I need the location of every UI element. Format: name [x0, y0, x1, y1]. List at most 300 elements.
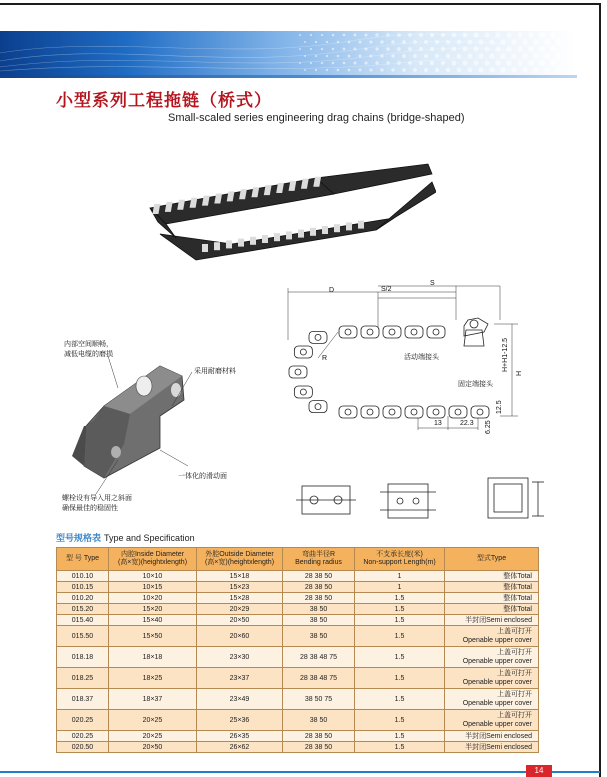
- banner-dot: [463, 47, 468, 52]
- chain-slot: [322, 226, 328, 234]
- banner-dot: [326, 69, 328, 71]
- banner-dot: [463, 33, 468, 38]
- style-line: 上盖可打开: [497, 649, 532, 656]
- banner-dot: [348, 55, 351, 58]
- drawing-pin: [411, 409, 417, 415]
- banner-dot: [386, 61, 389, 64]
- banner-dot: [337, 41, 340, 44]
- drawing-pin: [295, 369, 301, 375]
- banner-dot: [544, 39, 550, 45]
- column-header-line: 外腔Outside Diameter: [205, 551, 274, 558]
- banner-dot: [310, 62, 312, 64]
- style-line: 整体Total: [503, 572, 532, 580]
- banner-dot: [468, 54, 473, 59]
- banner-dot: [539, 32, 545, 38]
- banner-dot: [299, 48, 301, 50]
- table-cell-outside: 23×49: [197, 689, 283, 710]
- spec-heading-cn: 型号规格表: [56, 534, 102, 544]
- banner-dot: [332, 48, 335, 51]
- column-header-line: 不支承长度(米): [376, 551, 423, 558]
- page-frame-right: [599, 3, 601, 777]
- banner-dot: [452, 47, 457, 52]
- drawing-pin: [455, 409, 461, 415]
- table-cell-outside: 23×30: [197, 647, 283, 668]
- table-cell-outside: 26×62: [197, 742, 283, 753]
- banner-dot: [517, 32, 523, 38]
- table-cell-inside: 18×18: [109, 647, 197, 668]
- banner-dot: [511, 67, 516, 72]
- table-cell-style: [445, 626, 539, 647]
- banner-dot: [380, 40, 383, 43]
- banner-dot: [435, 54, 439, 58]
- banner-dot: [484, 32, 489, 37]
- chain-slot: [214, 242, 220, 250]
- banner-dot: [457, 54, 462, 59]
- banner-dot: [375, 33, 378, 36]
- banner-dot: [555, 67, 561, 73]
- table-cell-inside: 15×40: [109, 615, 197, 626]
- banner-dot: [359, 55, 362, 58]
- table-cell-outside: 15×18: [197, 571, 283, 582]
- style-line: 整体Total: [503, 605, 532, 613]
- chain-slot: [346, 222, 352, 230]
- table-cell-type: 015.40: [57, 615, 109, 626]
- table-cell-length: 1.5: [355, 731, 445, 742]
- banner-dot: [500, 39, 505, 44]
- banner-dot: [555, 53, 561, 59]
- drawing-pin: [300, 389, 306, 395]
- table-cell-outside: 15×28: [197, 593, 283, 604]
- table-header-row: [57, 548, 539, 571]
- column-header-line: 弯曲半径R: [301, 551, 336, 558]
- table-cell-style: [445, 647, 539, 668]
- banner-dot: [332, 62, 335, 65]
- style-line: 整体Total: [503, 583, 532, 591]
- banner-dot: [452, 61, 457, 66]
- drawing-pin: [367, 329, 373, 335]
- banner-dot: [517, 46, 523, 52]
- table-cell-outside: 25×36: [197, 710, 283, 731]
- table-cell-radius: 28 38 50: [283, 593, 355, 604]
- banner-dot: [528, 32, 534, 38]
- table-cell-inside: 18×25: [109, 668, 197, 689]
- table-cell-radius: 38 50 75: [283, 689, 355, 710]
- table-cell-type: 015.50: [57, 626, 109, 647]
- column-header-line: (高×宽)(heightxlength): [117, 559, 188, 566]
- banner-dot: [544, 67, 550, 73]
- banner-dot: [441, 47, 445, 51]
- banner-dot: [402, 68, 406, 72]
- dim-h: H: [516, 370, 523, 376]
- banner-dot: [495, 32, 500, 37]
- banner-dot: [380, 54, 383, 57]
- table-cell-type: 018.18: [57, 647, 109, 668]
- table-cell-type: 010.20: [57, 593, 109, 604]
- table-cell-inside: 15×20: [109, 604, 197, 615]
- banner-dot: [304, 55, 306, 57]
- banner-dot: [299, 62, 301, 64]
- banner-dot: [479, 54, 484, 59]
- style-line: 上盖可打开: [497, 691, 532, 698]
- table-cell-inside: 20×50: [109, 742, 197, 753]
- table-cell-type: 018.25: [57, 668, 109, 689]
- table-row: [57, 710, 539, 731]
- banner-dot: [364, 61, 367, 64]
- drawing-pin: [389, 409, 395, 415]
- page-subtitle: Small-scaled series engineering drag chains (bridge-shaped): [168, 112, 465, 124]
- banner-dot: [539, 60, 545, 66]
- banner-dot: [369, 40, 372, 43]
- table-cell-type: 010.15: [57, 582, 109, 593]
- banner-dot: [495, 60, 500, 65]
- dim-d: D: [329, 287, 335, 294]
- chain-slot: [310, 228, 316, 236]
- table-cell-type: 015.20: [57, 604, 109, 615]
- table-row: [57, 593, 539, 604]
- spec-table: [56, 547, 539, 753]
- table-cell-inside: 20×25: [109, 710, 197, 731]
- banner-dot: [489, 39, 494, 44]
- style-line: Openable upper cover: [462, 658, 532, 665]
- table-row: [57, 647, 539, 668]
- banner-dot: [354, 48, 357, 51]
- table-cell-radius: 38 50: [283, 604, 355, 615]
- banner-dot: [474, 47, 479, 52]
- dim-h-formula: H+H1-12.5: [502, 337, 509, 372]
- banner-dot: [321, 34, 323, 36]
- banner-dot: [348, 69, 351, 72]
- banner-dot: [500, 53, 505, 58]
- dim-s-half: S/2: [381, 286, 392, 293]
- column-header: [57, 548, 109, 571]
- chain-slot: [334, 224, 340, 232]
- banner-dot: [539, 46, 545, 52]
- table-cell-style: [445, 742, 539, 753]
- banner-dot: [343, 62, 346, 65]
- column-header-line: Non-support Length(m): [363, 559, 436, 566]
- banner-dot: [511, 53, 516, 58]
- table-cell-length: 1.5: [355, 626, 445, 647]
- banner-dot: [468, 40, 473, 45]
- table-row: [57, 668, 539, 689]
- banner-dot: [446, 54, 450, 58]
- table-cell-outside: 23×37: [197, 668, 283, 689]
- table-row: [57, 604, 539, 615]
- banner-dot: [315, 55, 317, 57]
- banner-dot: [413, 68, 417, 72]
- banner-dot: [550, 46, 556, 52]
- dim-13: 13: [434, 420, 442, 427]
- style-line: 上盖可打开: [497, 712, 532, 719]
- callout-material: 采用耐磨材料: [194, 367, 236, 375]
- style-line: Openable upper cover: [462, 637, 532, 644]
- banner-dot: [364, 33, 367, 36]
- chain-slot: [226, 240, 232, 248]
- banner-dot: [343, 34, 346, 37]
- banner-dot: [391, 40, 394, 43]
- dim-s: S: [430, 280, 435, 287]
- table-cell-outside: 15×23: [197, 582, 283, 593]
- banner-dot: [457, 40, 462, 45]
- table-cell-radius: 28 38 50: [283, 742, 355, 753]
- callout-bolt: 螺栓设有导入用之斜面 确保最佳的稳固性: [62, 494, 132, 512]
- banner-dot: [310, 48, 312, 50]
- chain-slot: [358, 221, 364, 229]
- banner-dot: [446, 40, 450, 44]
- banner-dot: [528, 46, 534, 52]
- banner-dot: [397, 61, 401, 65]
- style-line: 半封闭Semi enclosed: [465, 732, 532, 740]
- banner-dot: [413, 54, 417, 58]
- banner-dot: [402, 40, 406, 44]
- table-cell-outside: 20×60: [197, 626, 283, 647]
- column-header: [197, 548, 283, 571]
- table-cell-outside: 20×50: [197, 615, 283, 626]
- banner-dot: [528, 60, 534, 66]
- drawing-pin: [433, 409, 439, 415]
- cross-section-drawings: [292, 476, 554, 526]
- table-cell-outside: 26×35: [197, 731, 283, 742]
- column-header-line: (高×宽)(heightxlength): [204, 559, 275, 566]
- table-cell-style: [445, 710, 539, 731]
- table-cell-style: [445, 582, 539, 593]
- dim-6-25: 6.25: [485, 420, 492, 434]
- column-header: [355, 548, 445, 571]
- banner-dot: [321, 48, 323, 50]
- style-line: Openable upper cover: [462, 679, 532, 686]
- table-cell-length: 1.5: [355, 668, 445, 689]
- callout-slide: 一体化的滑动面: [178, 472, 227, 480]
- column-header-line: 型式Type: [476, 555, 507, 562]
- drawing-pin: [345, 409, 351, 415]
- table-row: [57, 571, 539, 582]
- chain-slot: [262, 235, 268, 243]
- banner-dot: [408, 61, 412, 65]
- table-cell-style: [445, 668, 539, 689]
- banner-dot: [446, 68, 450, 72]
- banner-dot: [430, 47, 434, 51]
- drawing-pin: [315, 404, 321, 410]
- banner-dot: [326, 41, 328, 43]
- table-cell-type: 010.10: [57, 571, 109, 582]
- banner-dot: [337, 55, 340, 58]
- banner-dot: [517, 60, 523, 66]
- table-row: [57, 582, 539, 593]
- banner-dot: [457, 68, 462, 73]
- banner-dot: [402, 54, 406, 58]
- banner-dot: [397, 47, 401, 51]
- table-row: [57, 689, 539, 710]
- banner-dot: [506, 46, 511, 51]
- table-cell-radius: 38 50: [283, 710, 355, 731]
- column-header-line: Bending radius: [295, 559, 342, 566]
- drag-chain-photo: [136, 160, 436, 270]
- banner-dot: [441, 33, 445, 37]
- table-row: [57, 742, 539, 753]
- footer-line: [0, 771, 600, 773]
- table-row: [57, 731, 539, 742]
- label-movable-end: 活动端接头: [404, 353, 439, 361]
- table-cell-radius: 38 50: [283, 626, 355, 647]
- banner-dot: [550, 32, 556, 38]
- style-line: Openable upper cover: [462, 700, 532, 707]
- banner-dot: [511, 39, 516, 44]
- banner-dot: [299, 34, 301, 36]
- table-cell-length: 1.5: [355, 742, 445, 753]
- banner-dot: [452, 33, 457, 38]
- banner-dot: [424, 68, 428, 72]
- table-cell-style: [445, 571, 539, 582]
- banner-dot: [408, 47, 412, 51]
- page-title: 小型系列工程拖链（桥式）: [56, 91, 272, 111]
- banner-dot: [479, 68, 484, 73]
- banner-dot: [463, 61, 468, 66]
- chain-slot: [286, 231, 292, 239]
- banner-dot: [369, 68, 372, 71]
- banner-dot: [533, 53, 539, 59]
- table-cell-radius: 28 38 50: [283, 571, 355, 582]
- banner-dot: [359, 41, 362, 44]
- drawing-pin: [367, 409, 373, 415]
- label-fixed-end: 固定端接头: [458, 380, 493, 388]
- column-header: [109, 548, 197, 571]
- table-cell-radius: 28 38 50: [283, 582, 355, 593]
- banner-dot: [555, 39, 561, 45]
- banner-dot: [489, 67, 494, 72]
- table-body: [57, 571, 539, 753]
- table-cell-inside: 10×15: [109, 582, 197, 593]
- table-cell-inside: 20×25: [109, 731, 197, 742]
- table-row: [57, 615, 539, 626]
- banner-dot: [506, 60, 511, 65]
- style-line: 半封闭Semi enclosed: [465, 743, 532, 751]
- banner-dot: [354, 62, 357, 65]
- table-cell-length: 1.5: [355, 604, 445, 615]
- banner-dot: [474, 61, 479, 66]
- spec-heading: [56, 531, 195, 544]
- banner-dot: [484, 60, 489, 65]
- banner-dot: [522, 53, 528, 59]
- banner-dot: [468, 68, 473, 73]
- banner-dot: [391, 68, 394, 71]
- dim-22-3: 22.3: [460, 420, 474, 427]
- column-header-line: 型 号 Type: [65, 555, 100, 562]
- table-cell-style: [445, 731, 539, 742]
- banner-dot: [435, 68, 439, 72]
- header-banner: [0, 31, 577, 77]
- banner-dot: [533, 39, 539, 45]
- chain-slot: [238, 239, 244, 247]
- banner-dot: [326, 55, 328, 57]
- banner-dot: [522, 39, 528, 45]
- dim-r: R: [322, 355, 328, 362]
- banner-dot: [386, 47, 389, 50]
- banner-dot: [424, 54, 428, 58]
- table-cell-inside: 10×10: [109, 571, 197, 582]
- callout-space: 内部空间顺畅， 减低电缆的磨损: [64, 340, 113, 358]
- drawing-pin: [300, 349, 306, 355]
- table-cell-style: [445, 689, 539, 710]
- banner-dot: [413, 40, 417, 44]
- page-frame-top: [0, 3, 600, 5]
- banner-dot: [419, 33, 423, 37]
- banner-dot: [380, 68, 383, 71]
- table-cell-length: 1.5: [355, 710, 445, 731]
- banner-dot: [441, 61, 445, 65]
- banner-dot: [544, 53, 550, 59]
- banner-dot: [435, 40, 439, 44]
- banner-dot: [522, 67, 528, 73]
- table-cell-inside: 15×50: [109, 626, 197, 647]
- style-line: 半封闭Semi enclosed: [465, 616, 532, 624]
- table-cell-length: 1: [355, 571, 445, 582]
- banner-dot: [364, 47, 367, 50]
- banner-dot: [369, 54, 372, 57]
- table-cell-type: 020.25: [57, 731, 109, 742]
- banner-dot: [495, 46, 500, 51]
- style-line: 上盖可打开: [497, 670, 532, 677]
- banner-edge: [0, 75, 577, 78]
- banner-dot: [337, 69, 340, 72]
- table-cell-radius: 38 50: [283, 615, 355, 626]
- drawing-pin: [411, 329, 417, 335]
- column-header-line: 内腔Inside Diameter: [120, 551, 185, 558]
- style-line: Openable upper cover: [462, 721, 532, 728]
- column-header: [445, 548, 539, 571]
- banner-dot: [484, 46, 489, 51]
- drawing-pin: [389, 329, 395, 335]
- banner-dot: [500, 67, 505, 72]
- banner-dot: [550, 60, 556, 66]
- banner-dot: [348, 41, 351, 44]
- table-cell-radius: 28 38 48 75: [283, 668, 355, 689]
- banner-dot: [474, 33, 479, 38]
- table-cell-radius: 28 38 48 75: [283, 647, 355, 668]
- column-header: [283, 548, 355, 571]
- chain-slot: [274, 233, 280, 241]
- banner-dot: [315, 69, 317, 71]
- banner-dot: [419, 47, 423, 51]
- banner-dot: [304, 41, 306, 43]
- banner-dot: [343, 48, 346, 51]
- banner-dot: [391, 54, 394, 57]
- dim-12-5: 12.5: [496, 400, 503, 414]
- chain-slot: [298, 230, 304, 238]
- banner-decoration: [0, 31, 577, 77]
- style-line: 整体Total: [503, 594, 532, 602]
- banner-dot: [397, 33, 401, 37]
- spec-heading-en: Type and Specification: [104, 533, 195, 543]
- table-cell-length: 1.5: [355, 593, 445, 604]
- banner-dot: [315, 41, 317, 43]
- banner-dot: [354, 34, 357, 37]
- table-cell-style: [445, 593, 539, 604]
- banner-dot: [321, 62, 323, 64]
- banner-dot: [430, 33, 434, 37]
- chain-slot: [250, 237, 256, 245]
- drawing-pin: [433, 329, 439, 335]
- banner-dot: [419, 61, 423, 65]
- table-cell-length: 1: [355, 582, 445, 593]
- table-cell-style: [445, 604, 539, 615]
- banner-dot: [408, 33, 412, 37]
- table-cell-radius: 28 38 50: [283, 731, 355, 742]
- banner-dot: [479, 40, 484, 45]
- table-cell-type: 020.50: [57, 742, 109, 753]
- page-number: 14: [526, 765, 552, 777]
- table-cell-type: 020.25: [57, 710, 109, 731]
- drawing-pin: [315, 334, 321, 340]
